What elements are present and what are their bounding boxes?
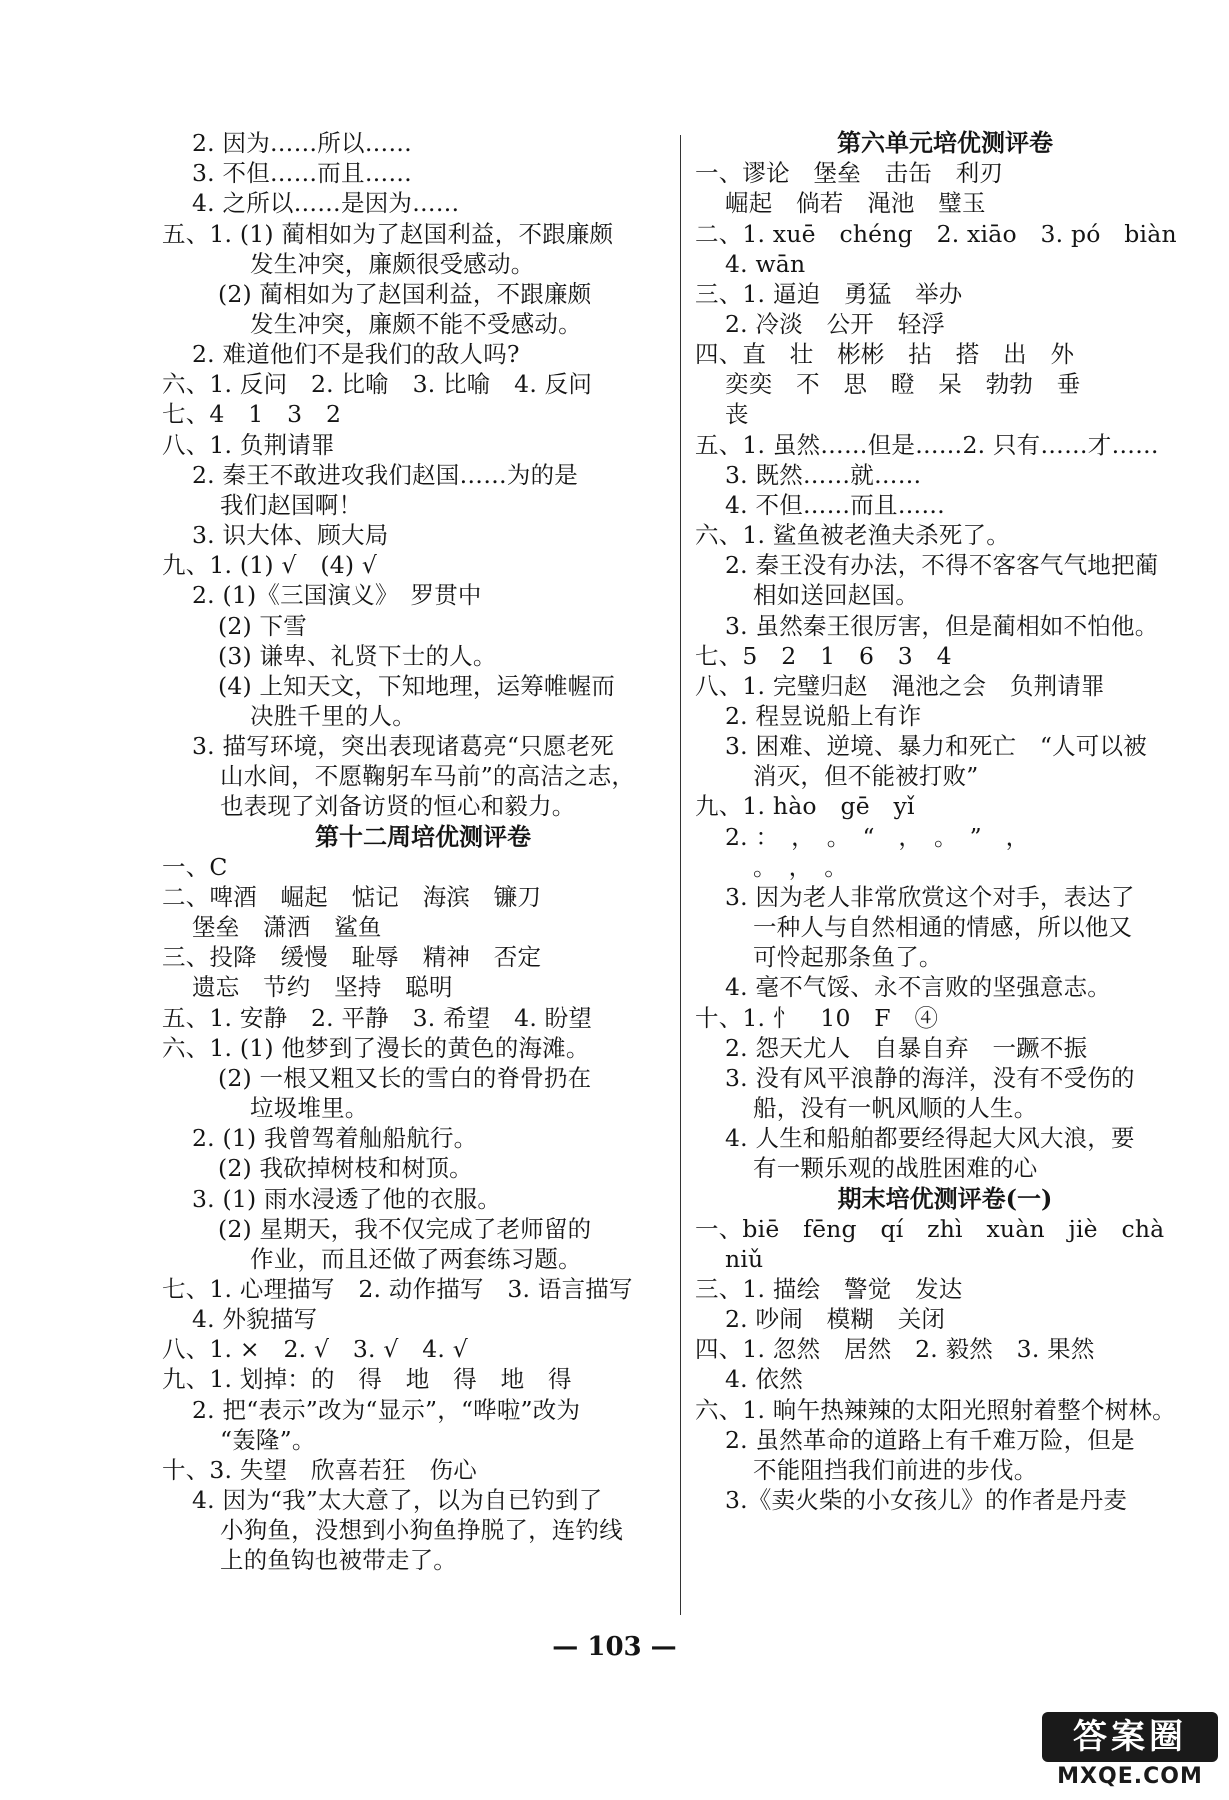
answer-line: 消灭，但不能被打败” [753, 762, 979, 790]
answer-line: 一、C [162, 853, 228, 881]
answer-line: 上的鱼钩也被带走了。 [220, 1546, 457, 1574]
page-number: — 103 — [552, 1632, 677, 1662]
section-heading: 第六单元培优测评卷 [837, 128, 1053, 157]
answer-line: 。 ， 。 [753, 853, 848, 881]
answer-line: 4. wān [725, 250, 806, 278]
answer-line: 九、1. (1) √ (4) √ [162, 551, 378, 579]
answer-line: 七、5 2 1 6 3 4 [695, 642, 952, 670]
answer-line: niǔ [725, 1245, 764, 1273]
answer-line: 八、1. × 2. √ 3. √ 4. √ [162, 1335, 468, 1363]
answer-line: 2. 秦王不敢进攻我们赵国……为的是 [192, 461, 578, 489]
answer-line: (2) 一根又粗又长的雪白的脊骨扔在 [218, 1064, 592, 1092]
answer-line: 2. 吵闹 模糊 关闭 [725, 1305, 946, 1333]
answer-line: 4. 不但……而且…… [725, 491, 946, 519]
answer-line: 相如送回赵国。 [753, 581, 919, 609]
answer-line: 奕奕 不 思 瞪 呆 勃勃 垂 [725, 370, 1081, 398]
answer-line: 3. 没有风平浪静的海洋，没有不受伤的 [725, 1064, 1135, 1092]
answer-line: 八、1. 负荆请罪 [162, 431, 335, 459]
answer-line: 一、biē fēng qí zhì xuàn jiè chà [695, 1215, 1165, 1243]
answer-line: 船，没有一帆风顺的人生。 [753, 1094, 1038, 1122]
answer-line: (2) 蔺相如为了赵国利益，不跟廉颇 [218, 280, 592, 308]
answer-line: 3. 不但……而且…… [192, 159, 413, 187]
answer-line: 四、直 壮 彬彬 拈 搭 出 外 [695, 340, 1075, 368]
answer-line: 七、1. 心理描写 2. 动作描写 3. 语言描写 [162, 1275, 633, 1303]
watermark-logo [1042, 1712, 1218, 1792]
watermark-url: MXQE.COM [1057, 1764, 1203, 1789]
answer-line: 作业，而且还做了两套练习题。 [250, 1245, 582, 1273]
answer-line: 3. 描写环境，突出表现诸葛亮“只愿老死 [192, 732, 614, 760]
watermark-title: 答案圈 [1042, 1712, 1218, 1762]
answer-line: 不能阻挡我们前进的步伐。 [753, 1456, 1038, 1484]
answer-line: 十、3. 失望 欣喜若狂 伤心 [162, 1456, 477, 1484]
answer-line: 遗忘 节约 坚持 聪明 [192, 973, 453, 1001]
answer-line: 二、1. xuē chéng 2. xiāo 3. pó biàn [695, 220, 1177, 248]
answer-line: 2. 怨天尤人 自暴自弃 一蹶不振 [725, 1034, 1088, 1062]
answer-line: 2. (1) 我曾驾着舢船航行。 [192, 1124, 478, 1152]
answer-line: 丧 [725, 400, 749, 428]
answer-line: 发生冲突，廉颇很受感动。 [250, 250, 535, 278]
answer-line: (3) 谦卑、礼贤下士的人。 [218, 642, 497, 670]
answer-line: 垃圾堆里。 [250, 1094, 369, 1122]
answer-line: 4. 人生和船舶都要经得起大风大浪，要 [725, 1124, 1135, 1152]
answer-line: 我们赵国啊！ [220, 491, 363, 519]
answer-line: 3. 困难、逆境、暴力和死亡 “人可以被 [725, 732, 1147, 760]
answer-line: (2) 下雪 [218, 612, 307, 640]
answer-line: 2. 把“表示”改为“显示”，“哗啦”改为 [192, 1396, 581, 1424]
answer-line: 六、1. 晌午热辣辣的太阳光照射着整个树林。 [695, 1396, 1176, 1424]
answer-line: 六、1. 反问 2. 比喻 3. 比喻 4. 反问 [162, 370, 593, 398]
answer-line: 2. 虽然革命的道路上有千难万险，但是 [725, 1426, 1135, 1454]
section-heading: 期末培优测评卷(一) [837, 1184, 1053, 1213]
answer-line: 四、1. 忽然 居然 2. 毅然 3. 果然 [695, 1335, 1095, 1363]
answer-line: 2. 难道他们不是我们的敌人吗? [192, 340, 520, 368]
answer-line: 九、1. 划掉：的 得 地 得 地 得 [162, 1365, 572, 1393]
answer-line: 3. (1) 雨水浸透了他的衣服。 [192, 1185, 502, 1213]
answer-line: 2. 秦王没有办法，不得不客客气气地把蔺 [725, 551, 1159, 579]
answer-line: 决胜千里的人。 [250, 702, 416, 730]
answer-line: 发生冲突，廉颇不能不受感动。 [250, 310, 582, 338]
answer-line: 五、1. 安静 2. 平静 3. 希望 4. 盼望 [162, 1004, 593, 1032]
answer-line: 4. 依然 [725, 1365, 803, 1393]
answer-line: 三、1. 描绘 警觉 发达 [695, 1275, 963, 1303]
answer-line: 九、1. hào gē yǐ [695, 792, 915, 820]
answer-line: 可怜起那条鱼了。 [753, 943, 943, 971]
answer-line: 五、1. (1) 蔺相如为了赵国利益，不跟廉颇 [162, 220, 614, 248]
answer-line: 4. 之所以……是因为…… [192, 189, 460, 217]
answer-line: 五、1. 虽然……但是……2. 只有……才…… [695, 431, 1159, 459]
answer-line: 一、谬论 堡垒 击缶 利刃 [695, 159, 1004, 187]
answer-line: 六、1. 鲨鱼被老渔夫杀死了。 [695, 521, 1010, 549]
answer-line: 堡垒 潇洒 鲨鱼 [192, 913, 382, 941]
answer-line: “轰隆”。 [220, 1426, 316, 1454]
answer-line: 三、1. 逼迫 勇猛 举办 [695, 280, 963, 308]
answer-line: 崛起 倘若 渑池 璧玉 [725, 189, 986, 217]
answer-line: (2) 星期天，我不仅完成了老师留的 [218, 1215, 592, 1243]
section-heading: 第十二周培优测评卷 [315, 822, 531, 851]
answer-line: 3. 既然……就…… [725, 461, 922, 489]
column-divider [680, 135, 681, 1615]
answer-line: (2) 我砍掉树枝和树顶。 [218, 1154, 473, 1182]
answer-line: 小狗鱼，没想到小狗鱼挣脱了，连钓线 [220, 1516, 623, 1544]
answer-line: 三、投降 缓慢 耻辱 精神 否定 [162, 943, 542, 971]
answer-line: (4) 上知天文，下知地理，运筹帷幄而 [218, 672, 616, 700]
answer-line: 2. ： ， 。 “ ， 。 ” ， [725, 823, 1030, 851]
answer-line: 八、1. 完璧归赵 渑池之会 负荆请罪 [695, 672, 1105, 700]
answer-line: 3. 虽然秦王很厉害，但是蔺相如不怕他。 [725, 612, 1159, 640]
answer-line: 2. 因为……所以…… [192, 129, 413, 157]
answer-line: 2. 程昱说船上有诈 [725, 702, 922, 730]
answer-line: 也表现了刘备访贤的恒心和毅力。 [220, 792, 576, 820]
answer-line: 3. 因为老人非常欣赏这个对手，表达了 [725, 883, 1135, 911]
answer-line: 六、1. (1) 他梦到了漫长的黄色的海滩。 [162, 1034, 590, 1062]
answer-line: 有一颗乐观的战胜困难的心 [753, 1154, 1038, 1182]
answer-line: 2. (1)《三国演义》 罗贯中 [192, 581, 482, 609]
answer-line: 2. 冷淡 公开 轻浮 [725, 310, 946, 338]
answer-line: 十、1. 忄 10 F ④ [695, 1004, 939, 1032]
answer-line: 3.《卖火柴的小女孩儿》的作者是丹麦 [725, 1486, 1128, 1514]
answer-line: 一种人与自然相通的情感，所以他又 [753, 913, 1133, 941]
answer-line: 3. 识大体、顾大局 [192, 521, 389, 549]
answer-line: 二、啤酒 崛起 惦记 海滨 镰刀 [162, 883, 542, 911]
answer-line: 4. 外貌描写 [192, 1305, 318, 1333]
answer-line: 4. 因为“我”太大意了，以为自已钓到了 [192, 1486, 603, 1514]
answer-line: 七、4 1 3 2 [162, 400, 342, 428]
answer-line: 山水间，不愿鞠躬车马前”的高洁之志， [220, 762, 636, 790]
answer-line: 4. 毫不气馁、永不言败的坚强意志。 [725, 973, 1111, 1001]
